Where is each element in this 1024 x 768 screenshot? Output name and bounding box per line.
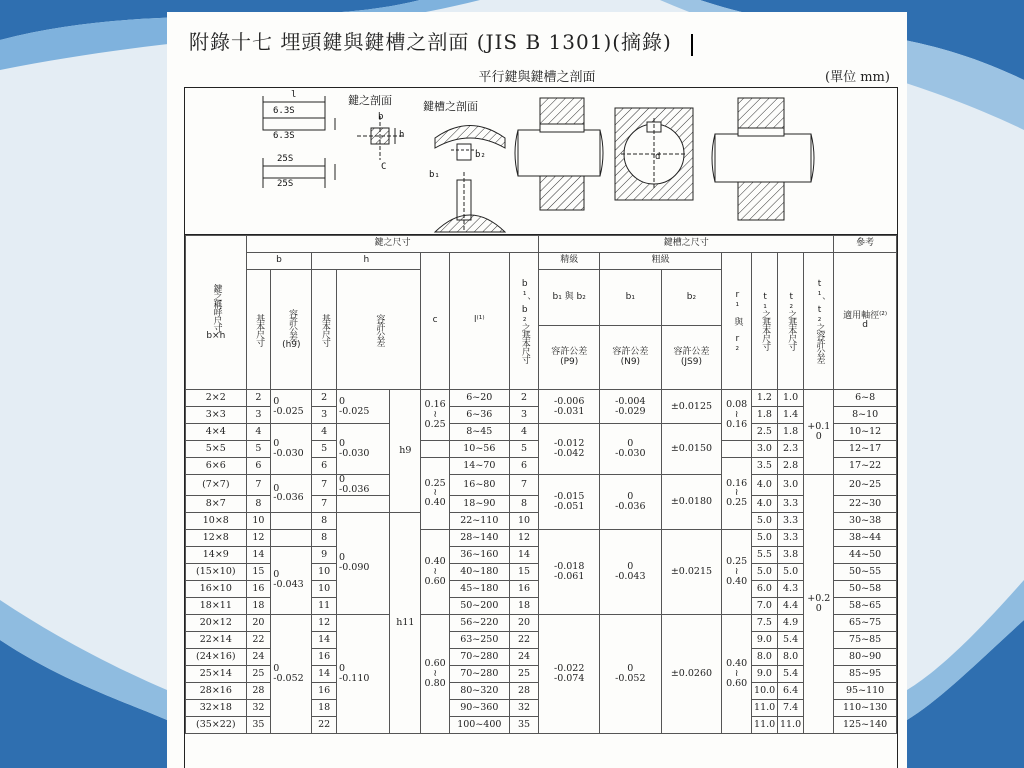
- reference-group: 參考: [834, 236, 897, 253]
- cell-t1: 4.0: [752, 475, 778, 496]
- cell-t-tol: +0.1 0: [804, 390, 834, 475]
- cell-js9: ±0.0150: [661, 424, 722, 475]
- cell-p9: -0.022 -0.074: [539, 614, 600, 733]
- cell-h-class: h9: [390, 390, 421, 513]
- cell-b-tol: 0 -0.030: [271, 424, 312, 475]
- cell-r: 0.40 ≀ 0.60: [722, 614, 752, 733]
- cell-t1: 1.8: [752, 407, 778, 424]
- cell-h: 12: [312, 614, 337, 631]
- dim-b: b: [378, 112, 384, 122]
- cell-d: 58~65: [834, 597, 897, 614]
- cell-t2: 4.4: [777, 597, 804, 614]
- keyway-size-group: 鍵槽之尺寸: [539, 236, 834, 253]
- cell-l: 14~70: [450, 458, 510, 475]
- cell-d: 125~140: [834, 716, 897, 733]
- dim-25s-top: 25S: [277, 154, 294, 164]
- cell-t2: 1.4: [777, 407, 804, 424]
- cell-b12: 4: [509, 424, 539, 441]
- cell-nominal: (35×22): [186, 716, 247, 733]
- table-body: [186, 390, 897, 734]
- cell-h: 18: [312, 699, 337, 716]
- cell-b: 12: [246, 529, 271, 546]
- cell-p9: -0.006 -0.031: [539, 390, 600, 424]
- cell-l: 45~180: [450, 580, 510, 597]
- cell-nominal: (15×10): [186, 563, 247, 580]
- cell-nominal: (7×7): [186, 475, 247, 496]
- cell-d: 65~75: [834, 614, 897, 631]
- cell-nominal: 32×18: [186, 699, 247, 716]
- cell-h: 14: [312, 665, 337, 682]
- cell-nominal: 22×14: [186, 631, 247, 648]
- col-c: c: [421, 253, 450, 390]
- cell-b: 25: [246, 665, 271, 682]
- cell-h-tol: 0 -0.110: [337, 614, 390, 733]
- table-subtitle: 平行鍵與鍵槽之剖面: [478, 70, 596, 85]
- cell-t2: 3.3: [777, 529, 804, 546]
- cell-c: [421, 441, 450, 458]
- table-row: [186, 529, 897, 546]
- cell-t1: 9.0: [752, 631, 778, 648]
- table-row: [186, 614, 897, 631]
- cell-h: 6: [312, 458, 337, 475]
- cell-b: 3: [246, 407, 271, 424]
- cell-b: 20: [246, 614, 271, 631]
- cell-d: 6~8: [834, 390, 897, 407]
- cell-d: 110~130: [834, 699, 897, 716]
- col-r1r2: r₁ 與 r₂: [722, 253, 752, 390]
- dim-63s-top: 6.3S: [273, 106, 295, 116]
- cell-b: 7: [246, 475, 271, 496]
- cell-b12: 14: [509, 546, 539, 563]
- cell-h: 10: [312, 563, 337, 580]
- cell-n9: 0 -0.036: [600, 475, 662, 530]
- cell-h: 5: [312, 441, 337, 458]
- tol-p9: 容許公差 (P9): [539, 326, 600, 390]
- cell-nominal: 18×11: [186, 597, 247, 614]
- cell-r: 0.08 ≀ 0.16: [722, 390, 752, 441]
- cell-l: 100~400: [450, 716, 510, 733]
- cell-nominal: 25×14: [186, 665, 247, 682]
- cell-nominal: 20×12: [186, 614, 247, 631]
- cell-b: 16: [246, 580, 271, 597]
- cell-b12: 24: [509, 648, 539, 665]
- cell-d: 22~30: [834, 495, 897, 512]
- key-diagram: [185, 88, 897, 235]
- cell-b-tol: 0 -0.043: [271, 546, 312, 614]
- cell-h: 10: [312, 580, 337, 597]
- cell-l: 40~180: [450, 563, 510, 580]
- cell-l: 80~320: [450, 682, 510, 699]
- col-b1-coarse: b₁: [600, 270, 662, 326]
- cell-b-tol: [271, 512, 312, 529]
- cell-b: 2: [246, 390, 271, 407]
- cell-t2: 3.3: [777, 512, 804, 529]
- cell-t2: 2.3: [777, 441, 804, 458]
- cell-b: 35: [246, 716, 271, 733]
- fine-grade: 精級: [539, 253, 600, 270]
- cell-d: 80~90: [834, 648, 897, 665]
- cell-c: 0.60 ≀ 0.80: [421, 614, 450, 733]
- cell-h: 8: [312, 512, 337, 529]
- key-section-label: 鍵之剖面: [348, 94, 392, 107]
- cell-b12: 16: [509, 580, 539, 597]
- cell-b: 10: [246, 512, 271, 529]
- key-size-group: 鍵之尺寸: [246, 236, 539, 253]
- cell-t1: 5.0: [752, 512, 778, 529]
- cell-t1: 5.5: [752, 546, 778, 563]
- col-t1-base: t₁之基本尺寸: [752, 253, 778, 390]
- cell-t1: 1.2: [752, 390, 778, 407]
- cell-b-tol: 0 -0.036: [271, 475, 312, 513]
- cell-b: 4: [246, 424, 271, 441]
- cell-d: 75~85: [834, 631, 897, 648]
- cell-l: 70~280: [450, 648, 510, 665]
- cell-d: 85~95: [834, 665, 897, 682]
- cell-l: 16~80: [450, 475, 510, 496]
- cell-t2: 1.0: [777, 390, 804, 407]
- cell-b: 18: [246, 597, 271, 614]
- spec-sheet: [184, 87, 898, 768]
- cell-t1: 11.0: [752, 699, 778, 716]
- cell-nominal: 16×10: [186, 580, 247, 597]
- page-title: 附錄十七 埋頭鍵與鍵槽之剖面 (JIS B 1301)(摘錄): [189, 30, 672, 54]
- cell-t2: 3.3: [777, 495, 804, 512]
- cell-l: 22~110: [450, 512, 510, 529]
- cell-n9: 0 -0.052: [600, 614, 662, 733]
- cell-l: 56~220: [450, 614, 510, 631]
- cell-p9: -0.012 -0.042: [539, 424, 600, 475]
- cell-b12: 7: [509, 475, 539, 496]
- cell-t2: 11.0: [777, 716, 804, 733]
- dim-c: C: [381, 162, 387, 172]
- col-b2-coarse: b₂: [661, 270, 722, 326]
- cell-t2: 4.9: [777, 614, 804, 631]
- cell-nominal: 12×8: [186, 529, 247, 546]
- cell-b12: 25: [509, 665, 539, 682]
- cell-t2: 3.0: [777, 475, 804, 496]
- col-applicable-d: 適用軸徑⁽²⁾ d: [834, 253, 897, 390]
- col-b-tol: 容許公差 (h9): [271, 270, 312, 390]
- cell-t1: 5.0: [752, 563, 778, 580]
- cell-t2: 4.3: [777, 580, 804, 597]
- cell-t2: 1.8: [777, 424, 804, 441]
- cell-d: 17~22: [834, 458, 897, 475]
- cell-nominal: 14×9: [186, 546, 247, 563]
- cell-t2: 7.4: [777, 699, 804, 716]
- cell-d: 95~110: [834, 682, 897, 699]
- cell-t1: 2.5: [752, 424, 778, 441]
- cell-js9: ±0.0260: [661, 614, 722, 733]
- dim-d: d: [655, 152, 661, 162]
- cell-h-tol: 0 -0.025: [337, 390, 390, 424]
- cell-t2: 5.4: [777, 665, 804, 682]
- dim-63s-bottom: 6.3S: [273, 131, 295, 141]
- cell-r: 0.25 ≀ 0.40: [722, 529, 752, 614]
- cell-b12: 20: [509, 614, 539, 631]
- tol-n9: 容許公差 (N9): [600, 326, 662, 390]
- col-b-base: 基本尺寸: [246, 270, 271, 390]
- col-b1b2-fine: b₁ 與 b₂: [539, 270, 600, 326]
- cell-h-class: h11: [390, 512, 421, 733]
- dim-25s-bottom: 25S: [277, 179, 294, 189]
- table-row: [186, 424, 897, 441]
- cell-l: 10~56: [450, 441, 510, 458]
- cell-l: 90~360: [450, 699, 510, 716]
- cell-nominal: 10×8: [186, 512, 247, 529]
- cell-b-tol: 0 -0.052: [271, 614, 312, 733]
- cell-b: 22: [246, 631, 271, 648]
- col-t2-base: t₂之基本尺寸: [777, 253, 804, 390]
- cell-l: 63~250: [450, 631, 510, 648]
- col-h-base: 基本尺寸: [312, 270, 337, 390]
- cell-h: 11: [312, 597, 337, 614]
- cell-d: 44~50: [834, 546, 897, 563]
- cell-b12: 5: [509, 441, 539, 458]
- header-row-1: [186, 236, 897, 253]
- key-spec-table: [185, 235, 897, 734]
- cell-b: 6: [246, 458, 271, 475]
- cell-l: 50~200: [450, 597, 510, 614]
- cell-t1: 11.0: [752, 716, 778, 733]
- cell-b: 8: [246, 495, 271, 512]
- dim-l: l: [291, 90, 297, 100]
- cell-r: [722, 441, 752, 458]
- cell-b12: 2: [509, 390, 539, 407]
- col-t-tol: t₁、t₂之容許公差: [804, 253, 834, 390]
- cell-h-tol: 0 -0.030: [337, 424, 390, 475]
- col-h: h: [312, 253, 421, 270]
- cell-nominal: 2×2: [186, 390, 247, 407]
- cell-b12: 35: [509, 716, 539, 733]
- keyway-section-label: 鍵槽之剖面: [423, 100, 478, 113]
- cell-d: 10~12: [834, 424, 897, 441]
- cell-js9: ±0.0125: [661, 390, 722, 424]
- cell-h: 7: [312, 495, 337, 512]
- cell-n9: -0.004 -0.029: [600, 390, 662, 424]
- table-row: [186, 390, 897, 407]
- cell-b: 24: [246, 648, 271, 665]
- cell-d: 30~38: [834, 512, 897, 529]
- cell-b12: 6: [509, 458, 539, 475]
- cell-d: 8~10: [834, 407, 897, 424]
- cell-t1: 10.0: [752, 682, 778, 699]
- tol-js9: 容許公差 (JS9): [661, 326, 722, 390]
- cell-nominal: 4×4: [186, 424, 247, 441]
- col-b: b: [246, 253, 312, 270]
- cell-d: 50~55: [834, 563, 897, 580]
- cell-l: 8~45: [450, 424, 510, 441]
- cell-l: 6~36: [450, 407, 510, 424]
- cell-nominal: 28×16: [186, 682, 247, 699]
- cell-b: 15: [246, 563, 271, 580]
- cell-b: 32: [246, 699, 271, 716]
- cell-h: 3: [312, 407, 337, 424]
- document-page: [167, 12, 907, 768]
- cell-d: 38~44: [834, 529, 897, 546]
- table-row: [186, 475, 897, 496]
- cell-b12: 10: [509, 512, 539, 529]
- cell-c: 0.16 ≀ 0.25: [421, 390, 450, 441]
- cell-js9: ±0.0180: [661, 475, 722, 530]
- cell-l: 6~20: [450, 390, 510, 407]
- cell-p9: -0.018 -0.061: [539, 529, 600, 614]
- col-l: l⁽¹⁾: [450, 253, 510, 390]
- cell-h-tol: 0 -0.090: [337, 512, 390, 614]
- cell-b: 14: [246, 546, 271, 563]
- cell-d: 20~25: [834, 475, 897, 496]
- cell-t2: 8.0: [777, 648, 804, 665]
- cell-t1: 5.0: [752, 529, 778, 546]
- cell-t2: 5.4: [777, 631, 804, 648]
- cell-t1: 7.0: [752, 597, 778, 614]
- cell-r: 0.16 ≀ 0.25: [722, 458, 752, 530]
- cell-c: 0.40 ≀ 0.60: [421, 529, 450, 614]
- cell-t1: 7.5: [752, 614, 778, 631]
- cell-n9: 0 -0.030: [600, 424, 662, 475]
- cell-nominal: 6×6: [186, 458, 247, 475]
- cell-t1: 9.0: [752, 665, 778, 682]
- cell-t1: 3.0: [752, 441, 778, 458]
- cell-h: 22: [312, 716, 337, 733]
- cell-b12: 12: [509, 529, 539, 546]
- cell-n9: 0 -0.043: [600, 529, 662, 614]
- cell-h: 16: [312, 648, 337, 665]
- cell-b: 28: [246, 682, 271, 699]
- cell-b12: 18: [509, 597, 539, 614]
- cell-l: 18~90: [450, 495, 510, 512]
- cell-t1: 8.0: [752, 648, 778, 665]
- cell-b: 5: [246, 441, 271, 458]
- cell-t1: 4.0: [752, 495, 778, 512]
- col-nominal: 鍵之稱呼尺寸 b×h: [186, 236, 247, 390]
- dim-h: h: [399, 130, 405, 140]
- cell-d: 50~58: [834, 580, 897, 597]
- cell-h-tol: 0 -0.036: [337, 475, 390, 496]
- cell-h: 8: [312, 529, 337, 546]
- cell-l: 36~160: [450, 546, 510, 563]
- cell-b-tol: 0 -0.025: [271, 390, 312, 424]
- coarse-grade: 粗級: [600, 253, 722, 270]
- header-row-2: [186, 253, 897, 270]
- cell-t1: 6.0: [752, 580, 778, 597]
- cell-l: 70~280: [450, 665, 510, 682]
- unit-label: (單位 mm): [825, 70, 890, 85]
- cell-nominal: 3×3: [186, 407, 247, 424]
- cell-nominal: 8×7: [186, 495, 247, 512]
- cell-h: 2: [312, 390, 337, 407]
- cell-d: 12~17: [834, 441, 897, 458]
- cell-t2: 6.4: [777, 682, 804, 699]
- cell-c: 0.25 ≀ 0.40: [421, 458, 450, 530]
- cell-t1: 3.5: [752, 458, 778, 475]
- cell-b12: 15: [509, 563, 539, 580]
- cell-h: 7: [312, 475, 337, 496]
- cell-h-tol: [337, 495, 390, 512]
- cell-t2: 2.8: [777, 458, 804, 475]
- cell-b12: 3: [509, 407, 539, 424]
- cell-b12: 22: [509, 631, 539, 648]
- col-b12-base: b₁、b₂之基本尺寸: [509, 253, 539, 390]
- text-cursor: [691, 34, 693, 56]
- cell-b12: 32: [509, 699, 539, 716]
- cell-nominal: (24×16): [186, 648, 247, 665]
- cell-t-tol: +0.2 0: [804, 475, 834, 734]
- cell-t2: 3.8: [777, 546, 804, 563]
- col-h-tol: 容許公差: [337, 270, 421, 390]
- cell-b-tol: [271, 529, 312, 546]
- cell-nominal: 5×5: [186, 441, 247, 458]
- dim-b1: b₁: [429, 170, 440, 180]
- cell-h: 9: [312, 546, 337, 563]
- cell-h: 4: [312, 424, 337, 441]
- cell-b12: 28: [509, 682, 539, 699]
- cell-js9: ±0.0215: [661, 529, 722, 614]
- cell-l: 28~140: [450, 529, 510, 546]
- dim-b2: b₂: [475, 150, 486, 160]
- cell-h: 14: [312, 631, 337, 648]
- cell-b12: 8: [509, 495, 539, 512]
- cell-p9: -0.015 -0.051: [539, 475, 600, 530]
- cell-t2: 5.0: [777, 563, 804, 580]
- cell-h: 16: [312, 682, 337, 699]
